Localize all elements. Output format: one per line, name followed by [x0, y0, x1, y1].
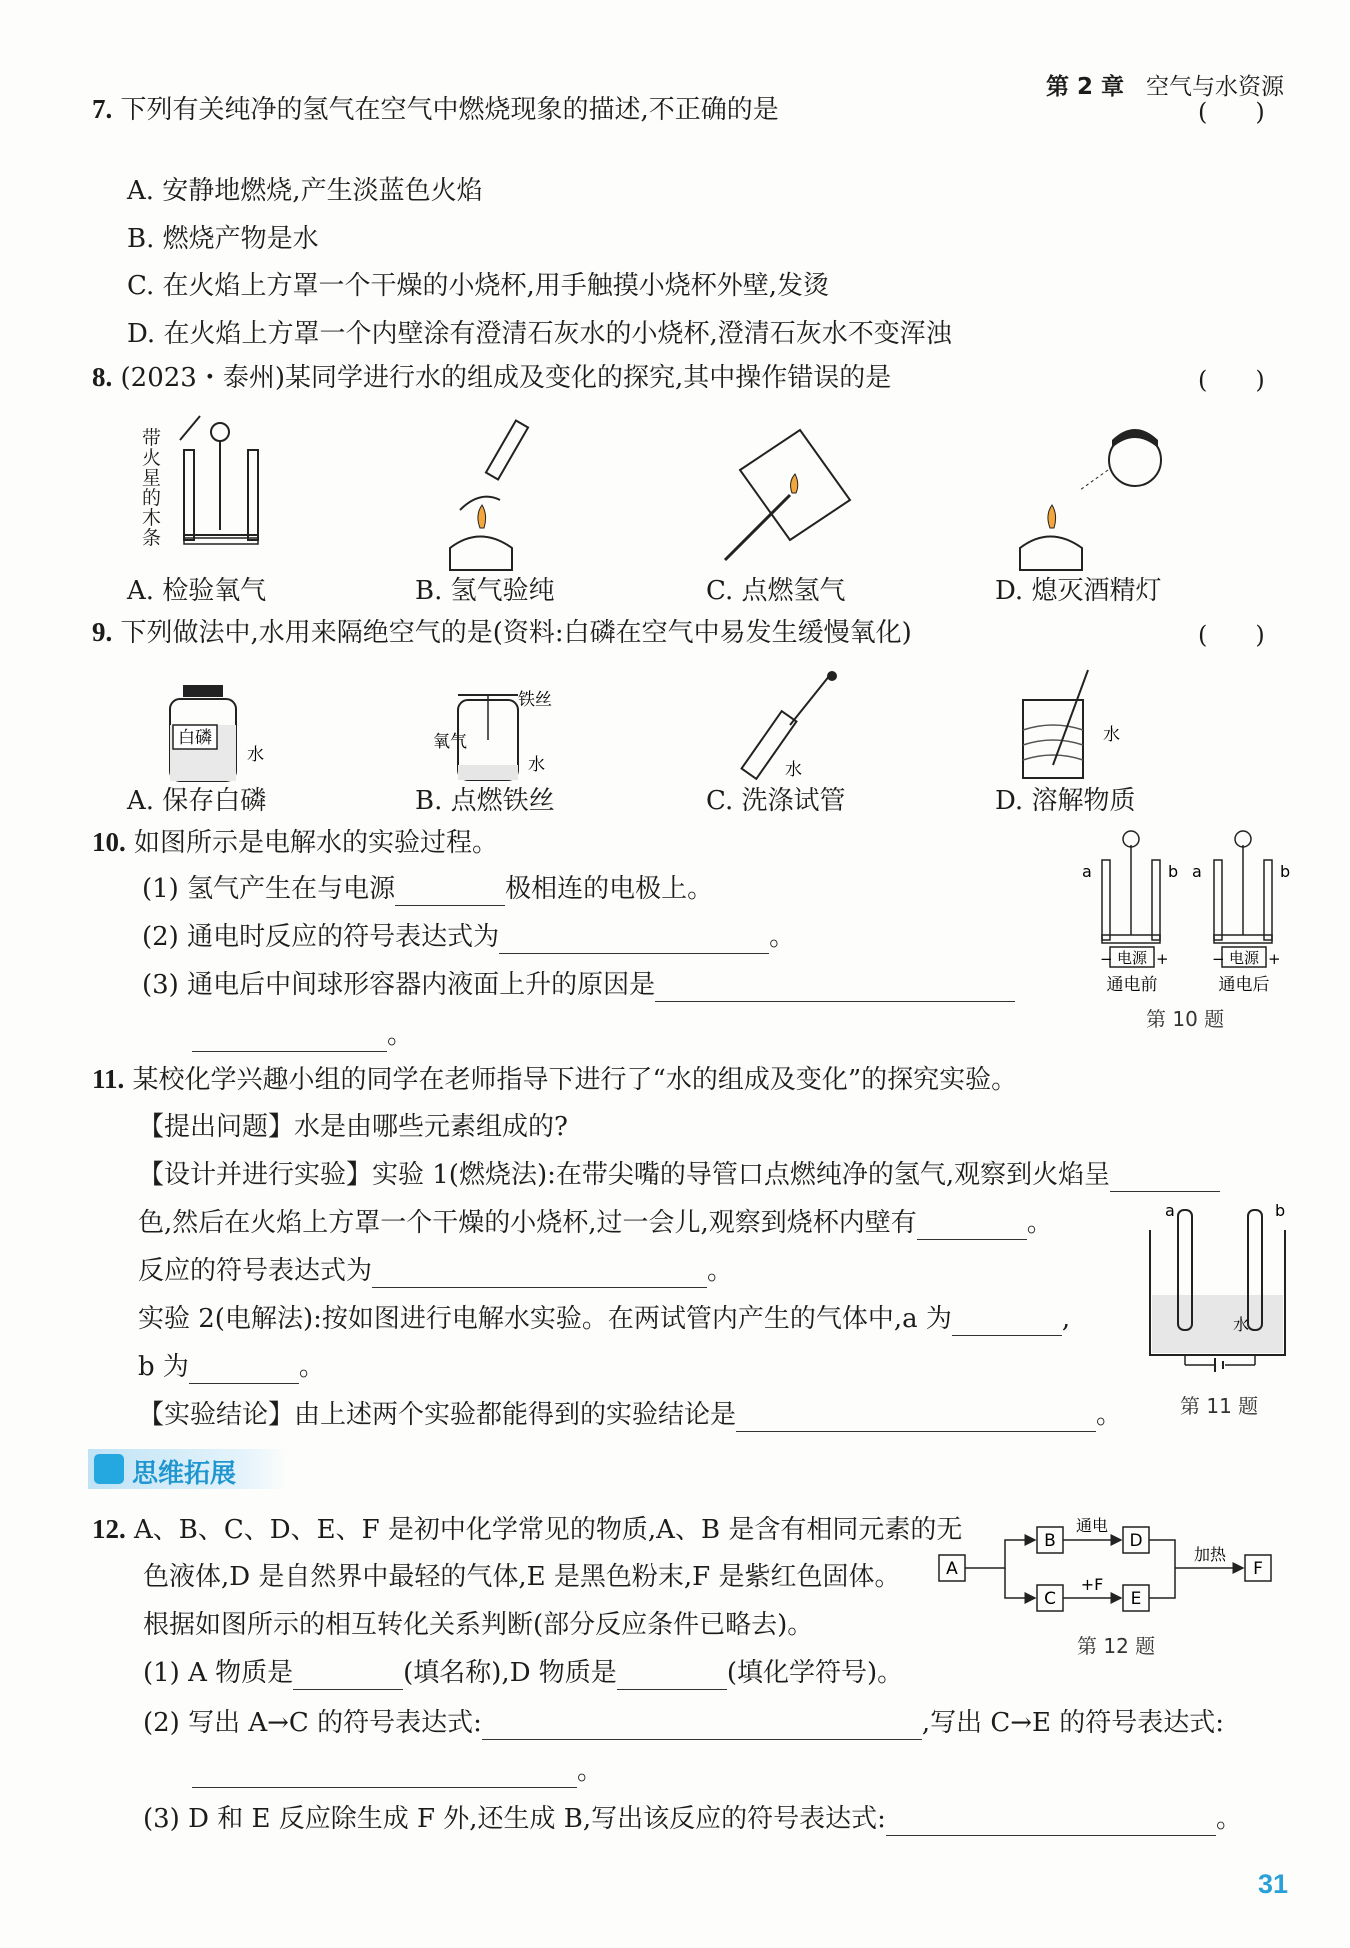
q10-sub3-continued: 。 [192, 1018, 413, 1052]
option-a: A. 安静地燃烧,产生淡蓝色火焰 [127, 176, 483, 206]
answer-blank[interactable] [886, 1807, 1216, 1836]
svg-text:水: 水 [1233, 1315, 1250, 1334]
apparatus-d-figure [1010, 430, 1170, 570]
svg-text:B: B [1044, 1531, 1056, 1551]
option-d: D. 溶解物质 [995, 786, 1136, 816]
edge-label-heating: 加热 [1193, 1545, 1227, 1564]
svg-text:D: D [1129, 1531, 1143, 1551]
chapter-number: 第 2 章 [1045, 74, 1124, 100]
option-a: A. 检验氧气 [127, 576, 267, 606]
q11-question-line: 【提出问题】水是由哪些元素组成的? [138, 1112, 568, 1142]
option-c: C. 洗涤试管 [706, 786, 846, 816]
answer-parens: ( ) [1198, 98, 1265, 126]
answer-blank[interactable] [917, 1211, 1027, 1240]
section-banner [88, 1449, 288, 1489]
figure-caption: 第 12 题 [1077, 1634, 1156, 1658]
node-e [1123, 1585, 1149, 1611]
section-title: 思维拓展 [132, 1459, 237, 1489]
conversion-diagram [935, 1505, 1295, 1625]
question-8-stem: 8. (2023・泰州)某同学进行水的组成及变化的探究,其中操作错误的是 [92, 362, 892, 393]
q11-conclusion-line: 【实验结论】由上述两个实验都能得到的实验结论是 。 [138, 1400, 1123, 1430]
answer-blank[interactable] [372, 1259, 707, 1288]
question-7-stem: 7. 下列有关纯净的氢气在空气中燃烧现象的描述,不正确的是 [92, 94, 779, 125]
white-phosphorus-bottle-figure [165, 685, 264, 785]
q11-line5: 实验 2(电解法):按如图进行电解水实验。在两试管内产生的气体中,a 为 , [138, 1304, 1071, 1334]
q10-sub2: (2) 通电时反应的符号表达式为 。 [142, 922, 796, 952]
option-d: D. 在火焰上方罩一个内壁涂有澄清石灰水的小烧杯,澄清石灰水不变浑浊 [127, 319, 952, 349]
answer-blank[interactable] [192, 1023, 387, 1052]
option-a: A. 保存白磷 [127, 786, 267, 816]
answer-parens: ( ) [1198, 366, 1265, 394]
answer-blank[interactable] [1110, 1163, 1220, 1192]
q10-sub1: (1) 氢气产生在与电源 极相连的电极上。 [142, 874, 714, 904]
node-a [939, 1555, 965, 1581]
svg-text:A: A [946, 1559, 958, 1579]
figure-caption: 第 11 题 [1180, 1394, 1259, 1418]
edge-label-plus-f: +F [1080, 1575, 1104, 1594]
svg-text:a: a [1165, 1201, 1175, 1220]
before-apparatus [1082, 831, 1178, 995]
svg-text:通电后: 通电后 [1218, 975, 1270, 995]
answer-blank[interactable] [482, 1711, 922, 1740]
svg-text:E: E [1130, 1589, 1142, 1609]
q12-sub1: (1) A 物质是 (填名称),D 物质是 (填化学符号)。 [143, 1658, 904, 1688]
answer-blank[interactable] [736, 1403, 1096, 1432]
answer-blank[interactable] [499, 925, 769, 954]
svg-text:−: − [1100, 950, 1113, 968]
water-label: 水 [1103, 725, 1120, 745]
q11-experiment-line: 【设计并进行实验】实验 1(燃烧法):在带尖嘴的导管口点燃纯净的氢气,观察到火焰呈 [138, 1158, 1220, 1192]
option-b: B. 燃烧产物是水 [127, 224, 319, 254]
svg-text:b: b [1275, 1201, 1286, 1220]
white-phosphorus-label: 白磷 [178, 728, 212, 748]
test-tube-washing-figure [730, 670, 860, 780]
iron-wire-label: 铁丝 [518, 690, 552, 710]
q11-line3: 色,然后在火焰上方罩一个干燥的小烧杯,过一会儿,观察到烧杯内壁有 。 [138, 1208, 1053, 1238]
page-number: 31 [1257, 1869, 1288, 1899]
node-c [1037, 1585, 1063, 1611]
electrolysis-figure-q11 [1145, 1200, 1295, 1375]
node-b [1037, 1527, 1063, 1553]
answer-blank[interactable] [192, 1759, 577, 1788]
apparatus-c-figure [720, 430, 860, 570]
edge-label-electrolysis: 通电 [1075, 1516, 1109, 1535]
svg-text:b: b [1280, 862, 1291, 881]
svg-text:b: b [1168, 862, 1179, 881]
q12-sub2-continued: 。 [192, 1754, 603, 1788]
after-apparatus [1192, 831, 1290, 995]
q12-sub2: (2) 写出 A→C 的符号表达式: ,写出 C→E 的符号表达式: [143, 1708, 1225, 1738]
answer-blank[interactable] [655, 973, 1015, 1002]
node-f [1245, 1555, 1271, 1581]
svg-text:a: a [1082, 862, 1092, 881]
question-12-line3: 根据如图所示的相互转化关系判断(部分反应条件已略去)。 [143, 1610, 814, 1640]
edit-icon [94, 1454, 124, 1484]
answer-parens: ( ) [1198, 621, 1265, 649]
option-c: C. 在火焰上方罩一个干燥的小烧杯,用手触摸小烧杯外壁,发烫 [127, 271, 830, 301]
wood-splint-label: 带火星的木条 [142, 427, 162, 549]
option-d: D. 熄灭酒精灯 [995, 576, 1162, 606]
figure-caption: 第 10 题 [1146, 1007, 1225, 1031]
question-11-stem: 11. 某校化学兴趣小组的同学在老师指导下进行了“水的组成及变化”的探究实验。 [92, 1064, 1018, 1095]
water-label: 水 [785, 760, 802, 780]
chapter-title: 空气与水资源 [1146, 74, 1284, 100]
svg-text:C: C [1044, 1589, 1056, 1609]
q10-sub3: (3) 通电后中间球形容器内液面上升的原因是 [142, 968, 1015, 1002]
option-c: C. 点燃氢气 [706, 576, 846, 606]
q11-line6: b 为 。 [138, 1352, 325, 1382]
svg-text:−: − [1212, 950, 1225, 968]
question-12-line1: 12. A、B、C、D、E、F 是初中化学常见的物质,A、B 是含有相同元素的无 [92, 1514, 963, 1545]
oxygen-label: 氧气 [433, 732, 467, 752]
apparatus-b-figure [440, 420, 550, 570]
svg-text:通电前: 通电前 [1106, 975, 1158, 995]
answer-blank[interactable] [952, 1307, 1062, 1336]
question-10-stem: 10. 如图所示是电解水的实验过程。 [92, 827, 499, 858]
svg-text:+: + [1156, 950, 1169, 968]
node-d [1123, 1527, 1149, 1553]
svg-text:a: a [1192, 862, 1202, 881]
water-label: 水 [528, 755, 545, 775]
answer-blank[interactable] [395, 877, 505, 906]
option-b: B. 氢气验纯 [415, 576, 555, 606]
answer-blank[interactable] [293, 1661, 403, 1690]
answer-blank[interactable] [189, 1355, 299, 1384]
svg-text:电源: 电源 [1116, 949, 1148, 967]
answer-blank[interactable] [617, 1661, 727, 1690]
svg-text:+: + [1268, 950, 1281, 968]
dissolving-beaker-figure [1018, 665, 1148, 780]
question-12-line2: 色液体,D 是自然界中最轻的气体,E 是黑色粉末,F 是紫红色固体。 [143, 1562, 901, 1592]
question-9-stem: 9. 下列做法中,水用来隔绝空气的是(资料:白磷在空气中易发生缓慢氧化) [92, 617, 912, 648]
iron-wire-jar-figure [428, 685, 578, 785]
electrolysis-figure-q10 [1080, 825, 1300, 1015]
q12-sub3: (3) D 和 E 反应除生成 F 外,还生成 B,写出该反应的符号表达式: 。 [143, 1804, 1242, 1834]
apparatus-a-figure [170, 410, 280, 560]
option-b: B. 点燃铁丝 [415, 786, 555, 816]
svg-text:电源: 电源 [1228, 949, 1260, 967]
water-label: 水 [247, 745, 264, 765]
svg-text:F: F [1253, 1559, 1263, 1579]
q11-line4: 反应的符号表达式为 。 [138, 1256, 734, 1286]
